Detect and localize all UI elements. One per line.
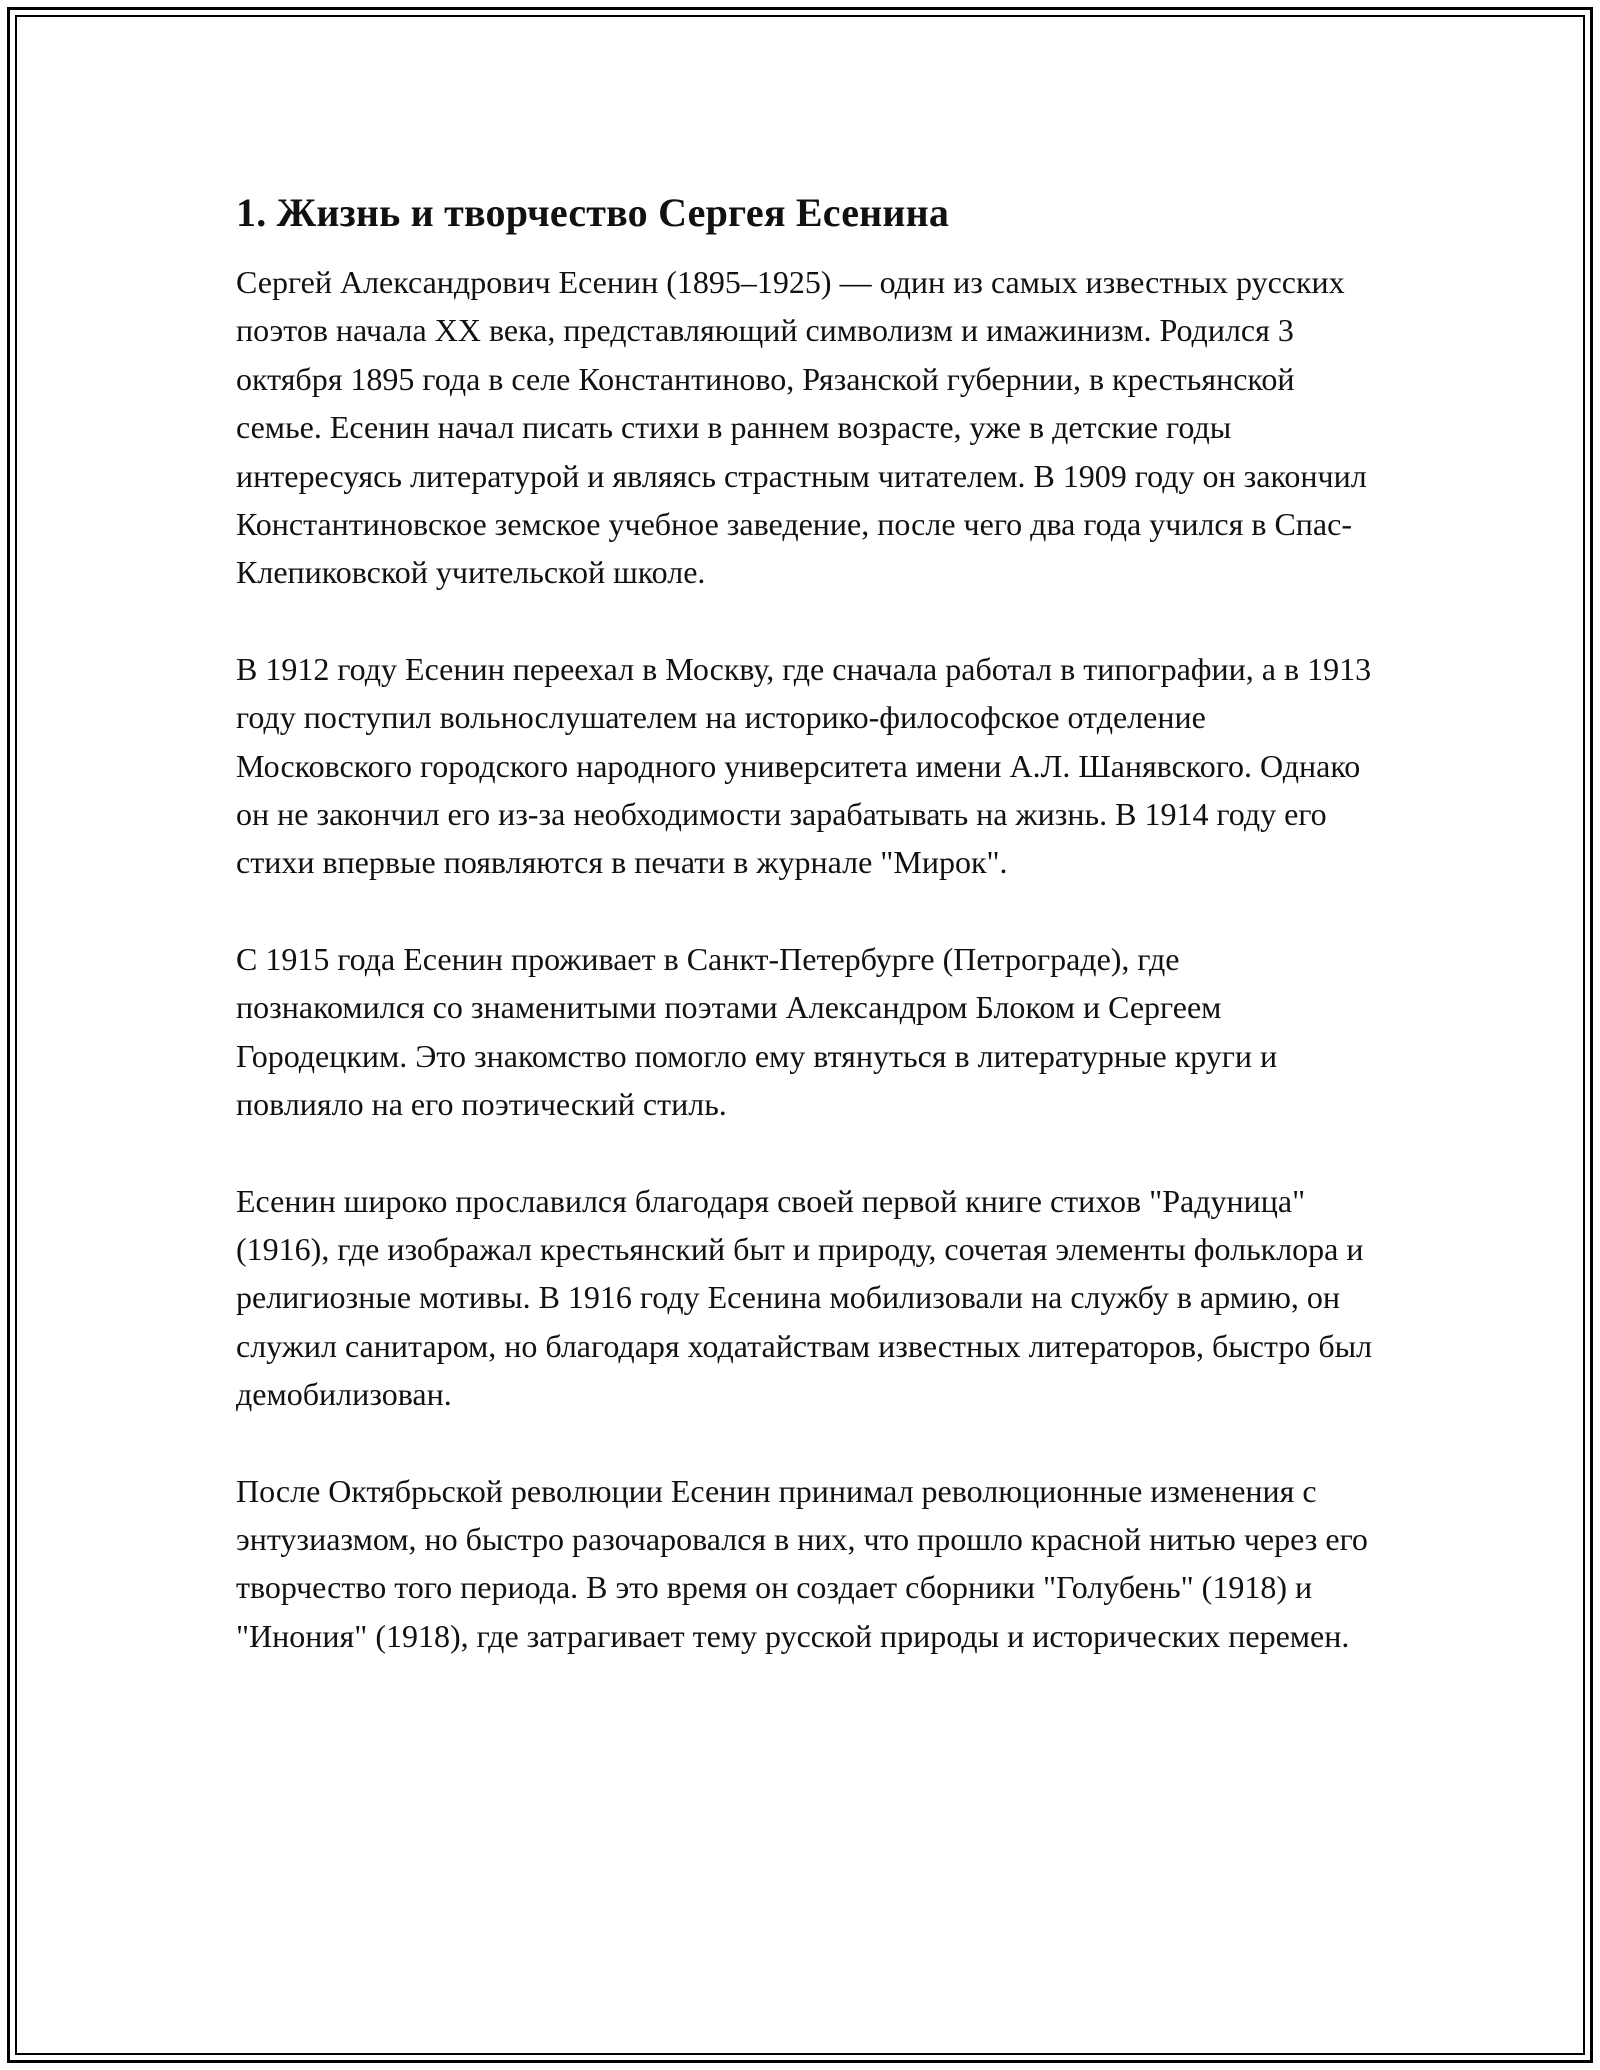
- paragraph-early-life: Сергей Александрович Есенин (1895–1925) — один из самых известных русских поэтов начала XX века, представляющий символизм и имажинизм. Родился 3 октября 1895 года в селе Константиново, Рязанской губернии, в крестьянской семье. Есенин начал писать стихи в раннем возрасте, уже в детские годы интересуясь литературой и являясь страстным читателем. В 1909 году он закончил Константиновское земское учебное заведение, после чего два года учился в Спас-Клепиковской учительской школе.: [236, 264, 1367, 591]
- paragraph-petrograd: С 1915 года Есенин проживает в Санкт-Петербурге (Петрограде), где познакомился со знаменитыми поэтами Александром Блоком и Сергеем Городецким. Это знакомство помогло ему втянуться в литературные круги и повлияло на его поэтический стиль.: [236, 940, 1278, 1123]
- paragraph-radunitsa: Есенин широко прославился благодаря своей первой книге стихов "Радуница" (1916), где изображал крестьянский быт и природу, сочетая элементы фольклора и религиозные мотивы. В 1916 году Есенина мобилизовали на службу в армию, он служил санитаром, но благодаря ходатайствам известных литераторов, быстро был демобилизован.: [236, 1182, 1373, 1413]
- section-heading: 1. Жизнь и творчество Сергея Есенина: [236, 190, 950, 235]
- paragraph-moscow: В 1912 году Есенин переехал в Москву, где сначала работал в типографии, а в 1913 году поступил вольнослушателем на историко-философское отделение Московского городского народного университета имени А.Л. Шанявского. Однако он не закончил его из-за необходимости зарабатывать на жизнь. В 1914 году его стихи впервые появляются в печати в журнале "Мирок".: [236, 650, 1372, 881]
- paragraph-revolution: После Октябрьской революции Есенин принимал революционные изменения с энтузиазмом, но быстро разочаровался в них, что прошло красной нитью через его творчество того периода. В это время он создает сборники "Голубень" (1918) и "Инония" (1918), где затрагивает тему русской природы и исторических перемен.: [236, 1472, 1368, 1654]
- document-body: [236, 188, 1376, 1708]
